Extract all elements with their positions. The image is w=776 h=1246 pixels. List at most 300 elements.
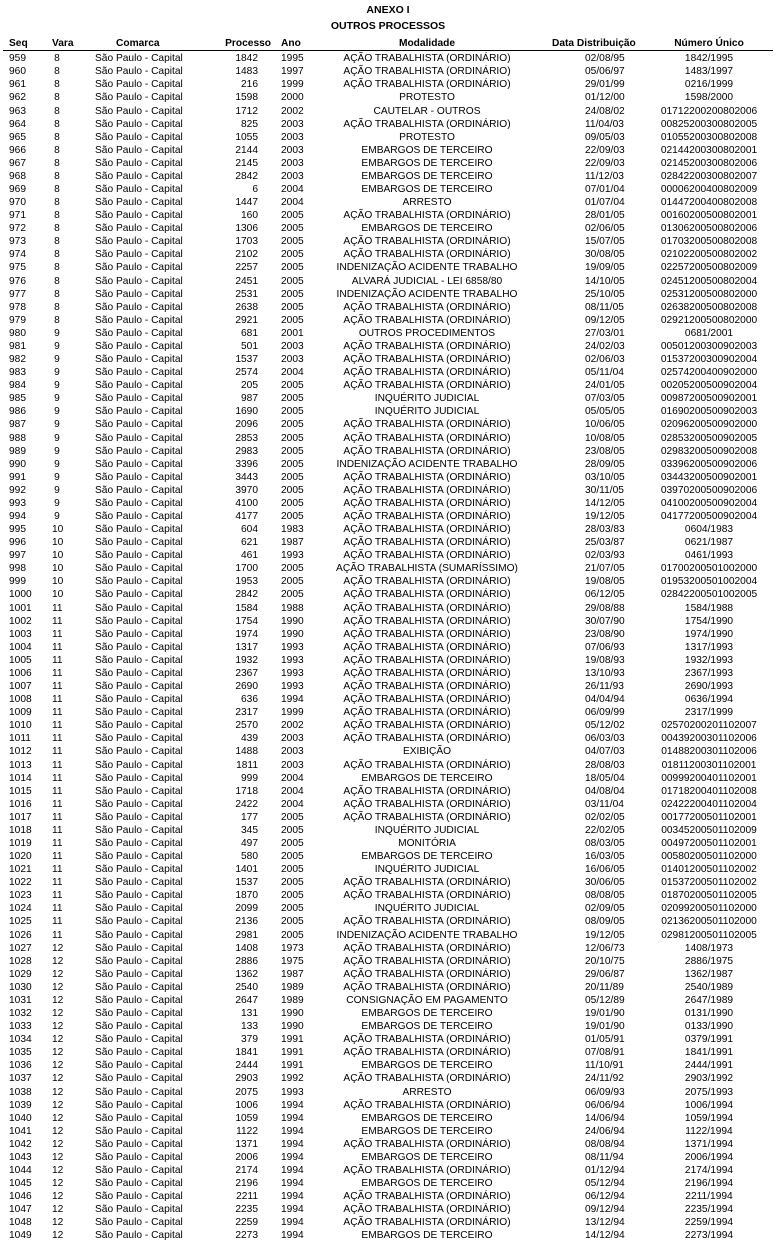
cell-ano: 2005: [281, 811, 304, 823]
cell-comarca: São Paulo - Capital: [95, 759, 183, 771]
cell-data-distribuicao: 03/10/05: [585, 471, 625, 483]
cell-comarca: São Paulo - Capital: [95, 1060, 183, 1072]
cell-vara: 11: [52, 864, 63, 876]
cell-comarca: São Paulo - Capital: [95, 262, 183, 274]
cell-numero-unico-text: 00160200500802001: [660, 210, 758, 222]
cell-ano: 2004: [281, 184, 304, 195]
cell-modalidade-text: ARRESTO: [402, 197, 452, 209]
cell-vara: 10: [52, 589, 64, 601]
cell-numero-unico-text: 1841/1991: [684, 1047, 734, 1059]
cell-modalidade-text: EMBARGOS DE TERCEIRO: [361, 144, 493, 156]
cell-ano: 1988: [281, 602, 304, 614]
cell-processo: 2531: [235, 288, 258, 300]
cell-comarca: São Paulo - Capital: [95, 170, 183, 182]
cell-modalidade-text: AÇÃO TRABALHISTA (ORDINÁRIO): [343, 210, 511, 222]
cell-comarca: São Paulo - Capital: [95, 1204, 183, 1216]
cell-modalidade-text: INDENIZAÇÃO ACIDENTE TRABALHO: [336, 262, 518, 274]
cell-ano: 1994: [281, 1125, 304, 1137]
cell-ano: 2002: [281, 105, 304, 117]
cell-numero-unico-text: 01953200501002004: [660, 576, 758, 588]
cell-modalidade-text: AÇÃO TRABALHISTA (ORDINÁRIO): [343, 118, 511, 130]
cell-numero-unico-text: 00501200300902003: [660, 340, 758, 352]
cell-seq: 1038: [9, 1086, 32, 1098]
cell-processo: 2921: [235, 314, 258, 326]
cell-numero-unico-text: 1122/1994: [685, 1125, 733, 1137]
cell-numero-unico-text: 02451200500802004: [660, 275, 758, 287]
cell-vara: 9: [54, 432, 60, 444]
cell-vara: 8: [54, 288, 60, 300]
cell-ano: 2004: [281, 367, 304, 379]
cell-modalidade-text: AÇÃO TRABALHISTA (ORDINÁRIO): [343, 484, 511, 496]
cell-processo: 1447: [235, 197, 258, 209]
header-seq: Seq: [9, 38, 28, 49]
cell-numero-unico-text: 03443200500902001: [660, 471, 758, 483]
cell-vara: 12: [52, 1125, 64, 1137]
cell-seq: 1016: [9, 798, 32, 810]
table-row: [0, 1151, 776, 1164]
cell-vara: 11: [52, 746, 63, 758]
cell-vara: 12: [52, 1021, 64, 1033]
cell-numero-unico-text: 2006/1994: [684, 1151, 734, 1163]
cell-data-distribuicao: 22/09/03: [585, 144, 625, 156]
cell-data-distribuicao: 29/06/87: [585, 968, 625, 980]
table-row: [0, 824, 776, 837]
cell-data-distribuicao: 06/09/99: [585, 707, 625, 719]
cell-numero-unico-text: 01401200501102002: [661, 864, 757, 876]
cell-modalidade-text: ARRESTO: [402, 1086, 452, 1098]
cell-numero-unico-text: 1408/1973: [684, 942, 734, 954]
cell-comarca: São Paulo - Capital: [95, 511, 183, 522]
cell-data-distribuicao: 19/12/05: [585, 511, 625, 522]
cell-modalidade-text: AÇÃO TRABALHISTA (ORDINÁRIO): [343, 1034, 511, 1046]
cell-processo: 2006: [235, 1151, 258, 1163]
cell-ano: 2002: [281, 720, 304, 732]
cell-modalidade-text: AÇÃO TRABALHISTA (ORDINÁRIO): [343, 720, 511, 732]
cell-comarca: São Paulo - Capital: [95, 445, 183, 457]
cell-seq: 998: [9, 563, 26, 575]
cell-processo: 1306: [235, 223, 258, 235]
table-row: [0, 1020, 776, 1033]
cell-ano: 2003: [281, 733, 304, 745]
cell-seq: 1010: [9, 720, 32, 732]
cell-numero-unico-text: 00177200501102001: [661, 811, 757, 823]
cell-ano: 1989: [281, 981, 304, 993]
cell-modalidade-text: EMBARGOS DE TERCEIRO: [361, 184, 493, 195]
cell-modalidade-text: EMBARGOS DE TERCEIRO: [361, 1008, 493, 1020]
cell-data-distribuicao: 14/10/05: [585, 275, 625, 287]
cell-processo: 2570: [235, 720, 258, 732]
table-row: [0, 314, 776, 327]
cell-ano: 2003: [281, 759, 304, 771]
table-row: [0, 772, 776, 785]
cell-vara: 12: [52, 994, 64, 1006]
cell-vara: 11: [52, 759, 63, 771]
cell-vara: 12: [52, 1034, 64, 1046]
cell-vara: 11: [52, 772, 63, 784]
cell-modalidade-text: AÇÃO TRABALHISTA (ORDINÁRIO): [343, 654, 511, 666]
cell-ano: 2005: [281, 314, 304, 326]
cell-seq: 976: [9, 275, 26, 287]
cell-data-distribuicao: 02/03/93: [585, 550, 625, 562]
cell-data-distribuicao: 30/11/05: [585, 484, 624, 496]
cell-data-distribuicao: 24/08/02: [585, 105, 625, 117]
cell-numero-unico-text: 04177200500902004: [660, 511, 758, 522]
cell-data-distribuicao: 24/11/92: [585, 1073, 624, 1085]
cell-seq: 1047: [9, 1204, 32, 1216]
cell-processo: 131: [241, 1008, 258, 1020]
cell-comarca: São Paulo - Capital: [95, 497, 183, 509]
cell-modalidade-text: AÇÃO TRABALHISTA (ORDINÁRIO): [343, 890, 511, 902]
cell-processo: 2574: [235, 367, 258, 379]
cell-processo: 1703: [235, 236, 258, 248]
cell-processo: 1690: [235, 406, 258, 418]
cell-seq: 966: [9, 144, 26, 156]
cell-numero-unico-text: 00439200301102006: [661, 733, 757, 745]
cell-numero-unico-text: 2075/1993: [684, 1086, 734, 1098]
cell-seq: 1006: [9, 667, 32, 679]
cell-comarca: São Paulo - Capital: [95, 288, 183, 300]
cell-seq: 1000: [9, 589, 32, 601]
table-row: [0, 602, 776, 615]
cell-seq: 1002: [9, 615, 32, 627]
table-row: [0, 719, 776, 732]
cell-comarca: São Paulo - Capital: [95, 380, 183, 392]
cell-processo: 2638: [235, 301, 258, 313]
cell-data-distribuicao: 01/05/91: [585, 1034, 625, 1046]
cell-numero-unico-text: 2540/1989: [684, 981, 734, 993]
cell-modalidade-text: AÇÃO TRABALHISTA (ORDINÁRIO): [343, 550, 511, 562]
cell-numero-unico-text: 02638200500802008: [660, 301, 758, 313]
cell-vara: 12: [52, 1073, 64, 1085]
cell-ano: 2005: [281, 890, 304, 902]
cell-comarca: São Paulo - Capital: [95, 1230, 183, 1242]
cell-processo: 1122: [236, 1125, 258, 1137]
cell-modalidade-text: CONSIGNAÇÃO EM PAGAMENTO: [346, 994, 508, 1006]
cell-numero-unico-text: 01690200500902003: [660, 406, 758, 418]
cell-ano: 2003: [281, 340, 304, 352]
table-row: [0, 222, 776, 235]
cell-vara: 8: [54, 314, 60, 326]
cell-seq: 964: [9, 118, 26, 130]
cell-modalidade-text: AÇÃO TRABALHISTA (ORDINÁRIO): [343, 694, 511, 706]
cell-data-distribuicao: 19/09/05: [585, 262, 625, 274]
cell-data-distribuicao: 08/11/94: [585, 1151, 624, 1163]
cell-data-distribuicao: 06/12/94: [585, 1191, 625, 1203]
cell-ano: 1994: [281, 1138, 304, 1150]
table-row: [0, 981, 776, 994]
cell-vara: 9: [54, 327, 60, 339]
table-row: [0, 732, 776, 745]
cell-seq: 1045: [9, 1178, 32, 1190]
cell-data-distribuicao: 14/12/94: [585, 1230, 625, 1242]
cell-numero-unico-text: 2273/1994: [684, 1230, 734, 1242]
cell-seq: 961: [9, 79, 26, 91]
cell-ano: 2005: [281, 563, 304, 575]
cell-vara: 11: [52, 602, 63, 614]
cell-data-distribuicao: 11/12/03: [585, 170, 624, 182]
cell-data-distribuicao: 02/06/03: [585, 354, 625, 366]
cell-vara: 12: [52, 1165, 64, 1176]
cell-modalidade-text: AÇÃO TRABALHISTA (ORDINÁRIO): [343, 511, 511, 522]
cell-seq: 1030: [9, 981, 32, 993]
cell-seq: 972: [9, 223, 26, 235]
table-row: [0, 785, 776, 798]
cell-data-distribuicao: 21/07/05: [585, 563, 625, 575]
cell-modalidade-text: AÇÃO TRABALHISTA (ORDINÁRIO): [343, 811, 511, 823]
cell-data-distribuicao: 08/08/94: [585, 1138, 625, 1150]
cell-seq: 989: [9, 445, 26, 457]
cell-vara: 8: [54, 184, 60, 195]
cell-seq: 967: [9, 157, 26, 169]
cell-modalidade-text: AÇÃO TRABALHISTA (ORDINÁRIO): [343, 785, 511, 797]
cell-modalidade-text: AÇÃO TRABALHISTA (SUMARÍSSIMO): [336, 563, 518, 575]
cell-comarca: São Paulo - Capital: [95, 458, 183, 470]
cell-data-distribuicao: 04/07/03: [585, 746, 625, 758]
cell-modalidade-text: EMBARGOS DE TERCEIRO: [361, 851, 493, 863]
cell-ano: 2005: [281, 380, 304, 392]
cell-modalidade-text: EMBARGOS DE TERCEIRO: [361, 1230, 493, 1242]
cell-vara: 8: [54, 144, 60, 156]
cell-vara: 8: [54, 223, 60, 235]
cell-comarca: São Paulo - Capital: [95, 890, 183, 902]
cell-vara: 9: [54, 406, 60, 418]
table-row: [0, 301, 776, 314]
table-row: [0, 484, 776, 497]
cell-comarca: São Paulo - Capital: [95, 746, 183, 758]
cell-processo: 2886: [235, 955, 258, 967]
table-row: [0, 1229, 776, 1242]
cell-seq: 1019: [9, 838, 32, 849]
cell-data-distribuicao: 16/03/05: [585, 851, 625, 863]
cell-seq: 1009: [9, 707, 32, 719]
cell-data-distribuicao: 14/06/94: [585, 1112, 625, 1124]
table-row: [0, 445, 776, 458]
cell-processo: 2981: [235, 929, 258, 941]
cell-comarca: São Paulo - Capital: [95, 589, 183, 601]
cell-modalidade-text: AÇÃO TRABALHISTA (ORDINÁRIO): [343, 314, 511, 326]
table-row: [0, 78, 776, 91]
cell-modalidade-text: INQUÉRITO JUDICIAL: [374, 864, 480, 876]
cell-processo: 2451: [235, 275, 258, 287]
cell-numero-unico-text: 01870200501102005: [661, 890, 757, 902]
cell-seq: 1041: [9, 1125, 32, 1137]
cell-comarca: São Paulo - Capital: [95, 340, 183, 352]
cell-processo: 1055: [235, 131, 258, 143]
cell-numero-unico-text: 02853200500902005: [660, 432, 758, 444]
cell-seq: 1046: [9, 1191, 32, 1203]
cell-data-distribuicao: 10/06/05: [585, 419, 625, 431]
table-row: [0, 1190, 776, 1203]
cell-comarca: São Paulo - Capital: [95, 131, 183, 143]
cell-comarca: São Paulo - Capital: [95, 393, 183, 405]
table-row: [0, 105, 776, 118]
cell-comarca: São Paulo - Capital: [95, 667, 183, 679]
cell-vara: 9: [54, 511, 60, 522]
cell-comarca: São Paulo - Capital: [95, 785, 183, 797]
table-row: [0, 261, 776, 274]
cell-processo: 2273: [235, 1230, 258, 1242]
table-row: [0, 1046, 776, 1059]
cell-comarca: São Paulo - Capital: [95, 406, 183, 418]
cell-ano: 2005: [281, 471, 304, 483]
cell-ano: 1999: [281, 79, 304, 91]
cell-ano: 2005: [281, 301, 304, 313]
cell-ano: 2003: [281, 746, 304, 758]
cell-modalidade-text: INDENIZAÇÃO ACIDENTE TRABALHO: [336, 929, 518, 941]
cell-seq: 968: [9, 170, 26, 182]
cell-vara: 8: [54, 131, 60, 143]
cell-numero-unico-text: 2886/1975: [684, 955, 734, 967]
cell-processo: 379: [241, 1034, 258, 1046]
cell-data-distribuicao: 09/05/03: [585, 131, 625, 143]
cell-modalidade-text: AÇÃO TRABALHISTA (ORDINÁRIO): [343, 380, 511, 392]
table-row: [0, 91, 776, 104]
cell-numero-unico-text: 0216/1999: [684, 79, 734, 91]
cell-modalidade-text: AÇÃO TRABALHISTA (ORDINÁRIO): [343, 968, 511, 980]
cell-ano: 1999: [281, 707, 304, 719]
table-row: [0, 1007, 776, 1020]
cell-processo: 825: [241, 118, 258, 130]
cell-comarca: São Paulo - Capital: [95, 877, 183, 889]
cell-modalidade-text: AÇÃO TRABALHISTA (ORDINÁRIO): [343, 942, 511, 954]
cell-modalidade-text: AÇÃO TRABALHISTA (ORDINÁRIO): [343, 340, 511, 352]
cell-vara: 10: [52, 524, 64, 536]
cell-vara: 11: [52, 916, 63, 928]
cell-ano: 2003: [281, 144, 304, 156]
cell-numero-unico-text: 0621/1987: [684, 537, 734, 549]
cell-processo: 2136: [235, 916, 258, 928]
cell-ano: 2005: [281, 589, 304, 601]
cell-seq: 1043: [9, 1151, 32, 1163]
cell-modalidade-text: AÇÃO TRABALHISTA (ORDINÁRIO): [343, 615, 511, 627]
cell-seq: 983: [9, 367, 26, 379]
cell-seq: 977: [9, 288, 26, 300]
cell-seq: 973: [9, 236, 26, 248]
cell-numero-unico-text: 02422200401102004: [661, 798, 757, 810]
cell-ano: 2000: [281, 92, 304, 104]
cell-comarca: São Paulo - Capital: [95, 955, 183, 967]
cell-seq: 1001: [9, 602, 32, 614]
cell-processo: 4177: [235, 511, 258, 522]
cell-vara: 8: [54, 157, 60, 169]
cell-vara: 8: [54, 236, 60, 248]
cell-ano: 2004: [281, 798, 304, 810]
cell-ano: 1973: [281, 942, 304, 954]
cell-modalidade-text: PROTESTO: [399, 92, 455, 104]
cell-data-distribuicao: 24/01/05: [585, 380, 625, 392]
cell-data-distribuicao: 26/11/93: [585, 681, 624, 693]
cell-ano: 2004: [281, 772, 304, 784]
cell-modalidade-text: OUTROS PROCEDIMENTOS: [358, 327, 496, 339]
cell-data-distribuicao: 13/10/93: [585, 667, 625, 679]
cell-processo: 2235: [235, 1204, 258, 1216]
cell-ano: 1975: [281, 955, 304, 967]
cell-comarca: São Paulo - Capital: [95, 694, 183, 706]
cell-comarca: São Paulo - Capital: [95, 968, 183, 980]
cell-numero-unico-text: 2259/1994: [684, 1217, 734, 1229]
cell-ano: 1993: [281, 641, 304, 653]
cell-comarca: São Paulo - Capital: [95, 223, 183, 235]
cell-ano: 2005: [281, 432, 304, 444]
cell-seq: 991: [9, 471, 26, 483]
cell-ano: 1991: [281, 1047, 304, 1059]
cell-vara: 11: [52, 877, 63, 889]
cell-modalidade-text: AÇÃO TRABALHISTA (ORDINÁRIO): [343, 419, 511, 431]
cell-ano: 1993: [281, 681, 304, 693]
cell-ano: 2005: [281, 210, 304, 222]
cell-data-distribuicao: 08/09/05: [585, 916, 625, 928]
cell-ano: 1991: [281, 1060, 304, 1072]
cell-comarca: São Paulo - Capital: [95, 144, 183, 156]
cell-ano: 1994: [281, 1099, 304, 1111]
cell-data-distribuicao: 02/02/05: [585, 811, 625, 823]
cell-processo: 999: [241, 772, 258, 784]
cell-seq: 1025: [9, 916, 32, 928]
cell-seq: 974: [9, 249, 26, 261]
cell-ano: 2005: [281, 262, 304, 274]
cell-seq: 984: [9, 380, 26, 392]
cell-data-distribuicao: 28/08/03: [585, 759, 625, 771]
table-row: [0, 248, 776, 261]
cell-seq: 1024: [9, 903, 32, 915]
cell-processo: 2842: [235, 589, 258, 601]
cell-processo: 3970: [235, 484, 258, 496]
cell-vara: 12: [52, 1047, 64, 1059]
cell-numero-unico-text: 01700200501002000: [660, 563, 758, 575]
cell-vara: 12: [52, 1112, 64, 1124]
cell-numero-unico-text: 03396200500902006: [660, 458, 758, 470]
cell-ano: 2003: [281, 157, 304, 169]
table-row: [0, 968, 776, 981]
cell-modalidade-text: EMBARGOS DE TERCEIRO: [361, 1151, 493, 1163]
cell-processo: 1584: [235, 602, 258, 614]
cell-vara: 11: [52, 720, 63, 732]
cell-processo: 1408: [235, 942, 258, 954]
cell-ano: 1997: [281, 66, 304, 78]
document-subtitle: OUTROS PROCESSOS: [330, 20, 446, 32]
table-row: [0, 588, 776, 601]
cell-vara: 11: [52, 811, 63, 823]
cell-ano: 2004: [281, 197, 304, 209]
cell-modalidade-text: AÇÃO TRABALHISTA (ORDINÁRIO): [343, 1217, 511, 1229]
cell-processo: 1362: [235, 968, 258, 980]
cell-data-distribuicao: 09/12/05: [585, 314, 625, 326]
table-row: [0, 340, 776, 353]
cell-modalidade-text: AÇÃO TRABALHISTA (ORDINÁRIO): [343, 707, 511, 719]
cell-vara: 8: [54, 301, 60, 313]
cell-ano: 2001: [281, 327, 304, 339]
table-row: [0, 680, 776, 693]
cell-processo: 1811: [236, 759, 258, 771]
table-row: [0, 628, 776, 641]
cell-seq: 1008: [9, 694, 32, 706]
cell-data-distribuicao: 19/01/90: [585, 1021, 625, 1033]
cell-comarca: São Paulo - Capital: [95, 733, 183, 745]
cell-comarca: São Paulo - Capital: [95, 249, 183, 261]
cell-vara: 8: [54, 92, 60, 104]
cell-comarca: São Paulo - Capital: [95, 432, 183, 444]
cell-modalidade-text: AÇÃO TRABALHISTA (ORDINÁRIO): [343, 432, 511, 444]
cell-vara: 12: [52, 1099, 64, 1111]
cell-numero-unico-text: 01488200301102006: [661, 746, 757, 758]
cell-processo: 1700: [235, 563, 258, 575]
cell-modalidade-text: EMBARGOS DE TERCEIRO: [361, 1112, 493, 1124]
table-row: [0, 641, 776, 654]
cell-data-distribuicao: 24/02/03: [585, 340, 625, 352]
table-row: [0, 65, 776, 78]
cell-modalidade-text: AÇÃO TRABALHISTA (ORDINÁRIO): [343, 236, 511, 248]
cell-processo: 2259: [235, 1217, 258, 1229]
